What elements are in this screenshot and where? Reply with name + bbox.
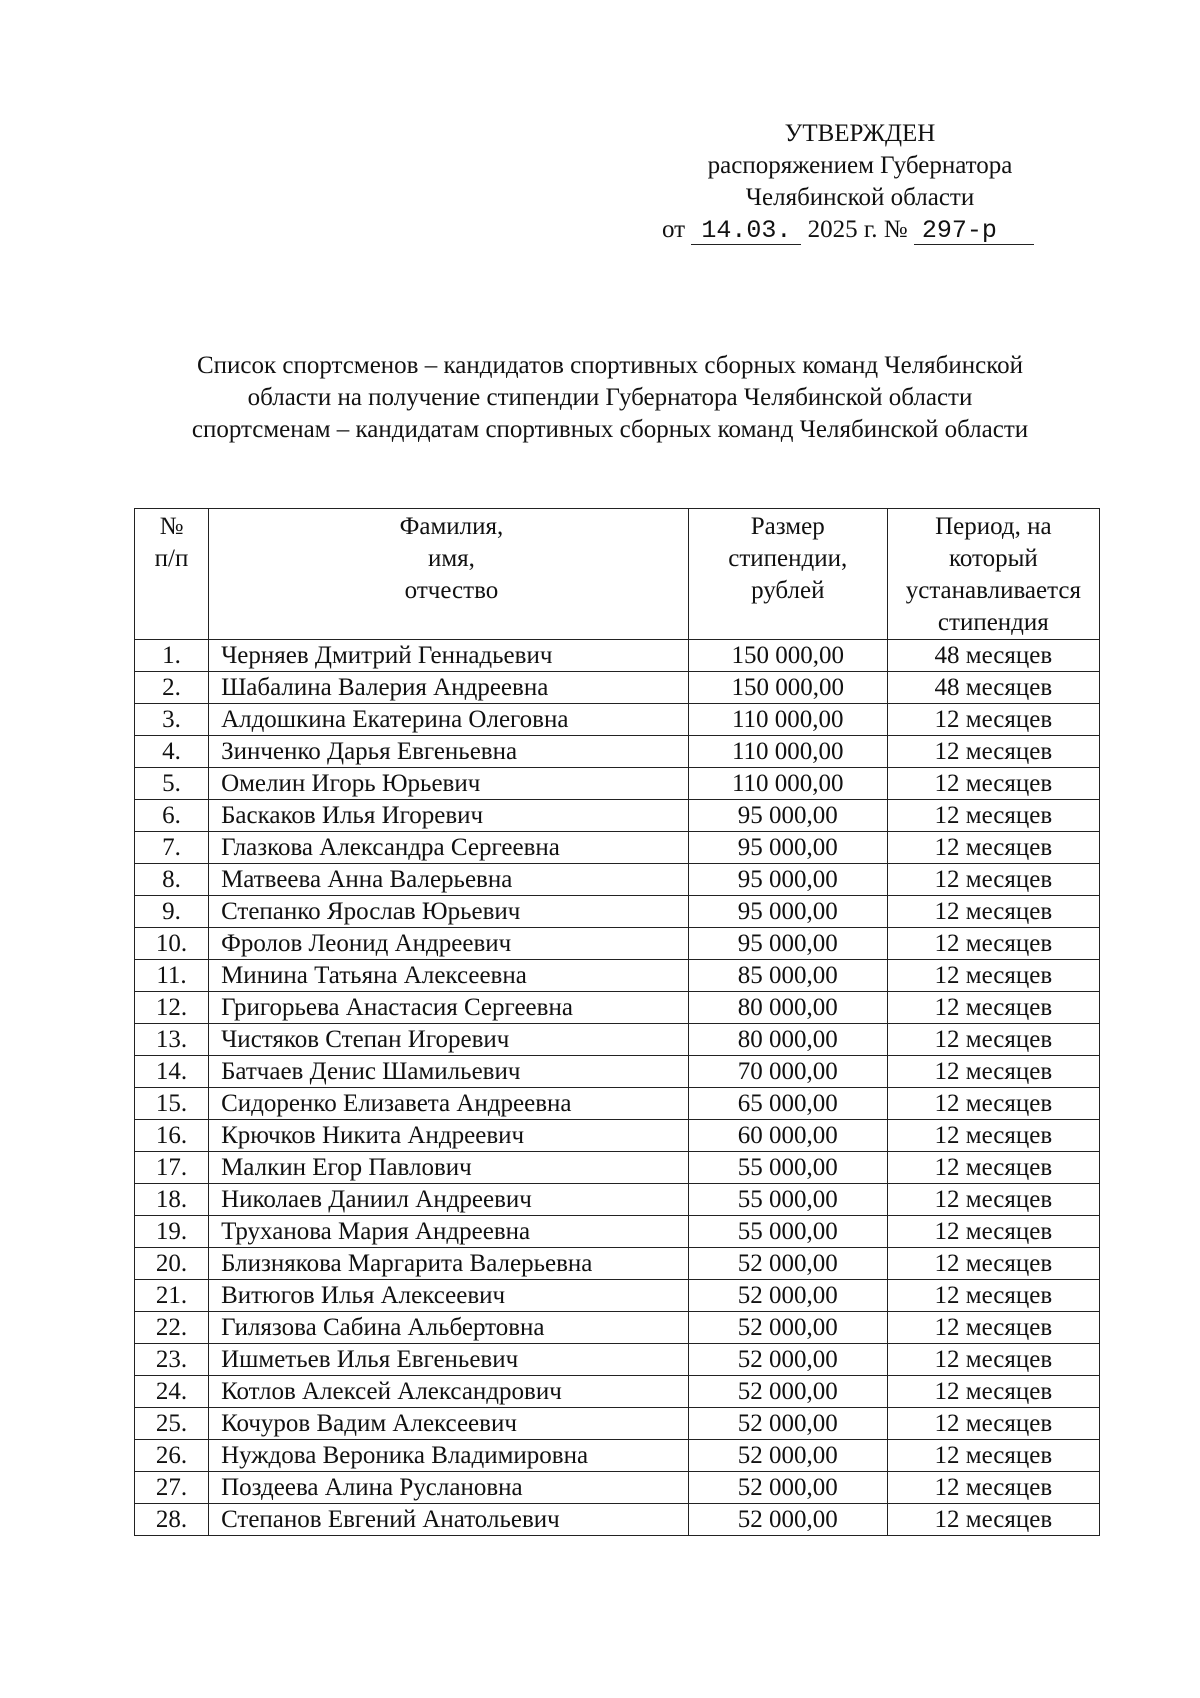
table-header-row bbox=[135, 509, 1100, 640]
row-name: Степанко Ярослав Юрьевич bbox=[209, 896, 689, 928]
row-name: Крючков Никита Андреевич bbox=[209, 1120, 689, 1152]
row-amount: 65 000,00 bbox=[688, 1088, 887, 1120]
row-name: Николаев Даниил Андреевич bbox=[209, 1184, 689, 1216]
table-row bbox=[135, 1408, 1100, 1440]
table-row bbox=[135, 1312, 1100, 1344]
row-period: 48 месяцев bbox=[887, 672, 1099, 704]
row-name: Алдошкина Екатерина Олеговна bbox=[209, 704, 689, 736]
row-amount: 80 000,00 bbox=[688, 992, 887, 1024]
row-name: Шабалина Валерия Андреевна bbox=[209, 672, 689, 704]
table-row bbox=[135, 640, 1100, 672]
row-name: Кочуров Вадим Алексеевич bbox=[209, 1408, 689, 1440]
row-period: 12 месяцев bbox=[887, 800, 1099, 832]
row-number: 10. bbox=[135, 928, 209, 960]
row-amount: 85 000,00 bbox=[688, 960, 887, 992]
row-number: 9. bbox=[135, 896, 209, 928]
row-number: 13. bbox=[135, 1024, 209, 1056]
year-suffix: 2025 г. № bbox=[807, 216, 908, 243]
row-name: Сидоренко Елизавета Андреевна bbox=[209, 1088, 689, 1120]
row-name: Витюгов Илья Алексеевич bbox=[209, 1280, 689, 1312]
row-name: Омелин Игорь Юрьевич bbox=[209, 768, 689, 800]
table-row bbox=[135, 1120, 1100, 1152]
row-number: 18. bbox=[135, 1184, 209, 1216]
row-number: 4. bbox=[135, 736, 209, 768]
row-name: Минина Татьяна Алексеевна bbox=[209, 960, 689, 992]
row-period: 12 месяцев bbox=[887, 1504, 1099, 1536]
row-name: Степанов Евгений Анатольевич bbox=[209, 1504, 689, 1536]
row-amount: 52 000,00 bbox=[688, 1312, 887, 1344]
row-period: 12 месяцев bbox=[887, 896, 1099, 928]
row-number: 21. bbox=[135, 1280, 209, 1312]
row-amount: 55 000,00 bbox=[688, 1216, 887, 1248]
table-body bbox=[135, 640, 1100, 1536]
row-amount: 52 000,00 bbox=[688, 1376, 887, 1408]
row-amount: 110 000,00 bbox=[688, 736, 887, 768]
table-row bbox=[135, 864, 1100, 896]
row-name: Котлов Алексей Александрович bbox=[209, 1376, 689, 1408]
table-row bbox=[135, 1280, 1100, 1312]
row-number: 28. bbox=[135, 1504, 209, 1536]
row-number: 20. bbox=[135, 1248, 209, 1280]
table-row bbox=[135, 704, 1100, 736]
table-row bbox=[135, 1504, 1100, 1536]
row-period: 12 месяцев bbox=[887, 1408, 1099, 1440]
approval-line-2: Челябинской области bbox=[745, 184, 975, 211]
row-number: 7. bbox=[135, 832, 209, 864]
table-row bbox=[135, 1472, 1100, 1504]
row-number: 17. bbox=[135, 1152, 209, 1184]
row-amount: 52 000,00 bbox=[688, 1504, 887, 1536]
row-amount: 95 000,00 bbox=[688, 928, 887, 960]
row-number: 2. bbox=[135, 672, 209, 704]
row-number: 23. bbox=[135, 1344, 209, 1376]
row-period: 12 месяцев bbox=[887, 992, 1099, 1024]
row-name: Батчаев Денис Шамильевич bbox=[209, 1056, 689, 1088]
row-amount: 80 000,00 bbox=[688, 1024, 887, 1056]
row-amount: 95 000,00 bbox=[688, 864, 887, 896]
row-name: Зинченко Дарья Евгеньевна bbox=[209, 736, 689, 768]
row-amount: 52 000,00 bbox=[688, 1280, 887, 1312]
row-amount: 55 000,00 bbox=[688, 1184, 887, 1216]
table-row bbox=[135, 1088, 1100, 1120]
row-name: Баскаков Илья Игоревич bbox=[209, 800, 689, 832]
table-row bbox=[135, 1440, 1100, 1472]
row-period: 12 месяцев bbox=[887, 960, 1099, 992]
row-number: 11. bbox=[135, 960, 209, 992]
row-period: 12 месяцев bbox=[887, 928, 1099, 960]
row-period: 12 месяцев bbox=[887, 1280, 1099, 1312]
scholarship-table bbox=[134, 508, 1100, 1536]
row-amount: 110 000,00 bbox=[688, 768, 887, 800]
row-amount: 110 000,00 bbox=[688, 704, 887, 736]
row-period: 12 месяцев bbox=[887, 1216, 1099, 1248]
row-amount: 95 000,00 bbox=[688, 800, 887, 832]
row-period: 12 месяцев bbox=[887, 768, 1099, 800]
table-row bbox=[135, 1056, 1100, 1088]
approval-stamp-block bbox=[640, 118, 1080, 246]
table-row bbox=[135, 736, 1100, 768]
header-name: Фамилия, имя, отчество bbox=[209, 509, 689, 640]
row-name: Ишметьев Илья Евгеньевич bbox=[209, 1344, 689, 1376]
row-amount: 52 000,00 bbox=[688, 1408, 887, 1440]
row-period: 12 месяцев bbox=[887, 1184, 1099, 1216]
table-row bbox=[135, 768, 1100, 800]
row-number: 27. bbox=[135, 1472, 209, 1504]
order-number: 297-р bbox=[914, 218, 1034, 245]
table-row bbox=[135, 992, 1100, 1024]
row-period: 12 месяцев bbox=[887, 1472, 1099, 1504]
row-number: 12. bbox=[135, 992, 209, 1024]
row-number: 26. bbox=[135, 1440, 209, 1472]
row-period: 12 месяцев bbox=[887, 704, 1099, 736]
table-row bbox=[135, 1248, 1100, 1280]
table-row bbox=[135, 832, 1100, 864]
row-name: Чистяков Степан Игоревич bbox=[209, 1024, 689, 1056]
row-name: Глазкова Александра Сергеевна bbox=[209, 832, 689, 864]
row-period: 12 месяцев bbox=[887, 736, 1099, 768]
row-number: 25. bbox=[135, 1408, 209, 1440]
document-title bbox=[120, 350, 1100, 446]
row-name: Гилязова Сабина Альбертовна bbox=[209, 1312, 689, 1344]
row-period: 12 месяцев bbox=[887, 1088, 1099, 1120]
row-period: 12 месяцев bbox=[887, 1344, 1099, 1376]
row-name: Григорьева Анастасия Сергеевна bbox=[209, 992, 689, 1024]
row-number: 14. bbox=[135, 1056, 209, 1088]
header-amount: Размер стипендии, рублей bbox=[688, 509, 887, 640]
table-row bbox=[135, 1184, 1100, 1216]
row-number: 15. bbox=[135, 1088, 209, 1120]
date-value: 14.03. bbox=[691, 218, 801, 245]
document-title-line-1: Список спортсменов – кандидатов спортивных сборных команд Челябинской bbox=[196, 352, 1024, 379]
row-name: Нуждова Вероника Владимировна bbox=[209, 1440, 689, 1472]
row-period: 12 месяцев bbox=[887, 1024, 1099, 1056]
row-number: 1. bbox=[135, 640, 209, 672]
table-row bbox=[135, 1344, 1100, 1376]
row-number: 6. bbox=[135, 800, 209, 832]
row-number: 8. bbox=[135, 864, 209, 896]
date-prefix: от bbox=[662, 216, 686, 243]
row-name: Фролов Леонид Андреевич bbox=[209, 928, 689, 960]
table-row bbox=[135, 672, 1100, 704]
row-period: 12 месяцев bbox=[887, 1152, 1099, 1184]
table-row bbox=[135, 800, 1100, 832]
row-amount: 55 000,00 bbox=[688, 1152, 887, 1184]
row-period: 12 месяцев bbox=[887, 832, 1099, 864]
header-num: № п/п bbox=[135, 509, 209, 640]
row-amount: 70 000,00 bbox=[688, 1056, 887, 1088]
row-amount: 52 000,00 bbox=[688, 1440, 887, 1472]
document-title-line-3: спортсменам – кандидатам спортивных сборных команд Челябинской области bbox=[191, 416, 1029, 443]
row-number: 3. bbox=[135, 704, 209, 736]
table-row bbox=[135, 896, 1100, 928]
table-row bbox=[135, 1152, 1100, 1184]
row-number: 19. bbox=[135, 1216, 209, 1248]
row-amount: 95 000,00 bbox=[688, 832, 887, 864]
row-number: 24. bbox=[135, 1376, 209, 1408]
row-period: 12 месяцев bbox=[887, 1248, 1099, 1280]
table-row bbox=[135, 1376, 1100, 1408]
approval-title: УТВЕРЖДЕН bbox=[784, 120, 936, 147]
approval-date-line bbox=[640, 214, 1080, 246]
approval-line-1: распоряжением Губернатора bbox=[707, 152, 1013, 179]
row-period: 48 месяцев bbox=[887, 640, 1099, 672]
row-amount: 52 000,00 bbox=[688, 1344, 887, 1376]
row-number: 16. bbox=[135, 1120, 209, 1152]
table-row bbox=[135, 1216, 1100, 1248]
document-title-line-2: области на получение стипендии Губернатора Челябинской области bbox=[247, 384, 973, 411]
row-amount: 60 000,00 bbox=[688, 1120, 887, 1152]
row-amount: 95 000,00 bbox=[688, 896, 887, 928]
row-period: 12 месяцев bbox=[887, 864, 1099, 896]
row-name: Труханова Мария Андреевна bbox=[209, 1216, 689, 1248]
row-name: Черняев Дмитрий Геннадьевич bbox=[209, 640, 689, 672]
row-number: 5. bbox=[135, 768, 209, 800]
row-amount: 52 000,00 bbox=[688, 1248, 887, 1280]
row-amount: 52 000,00 bbox=[688, 1472, 887, 1504]
row-period: 12 месяцев bbox=[887, 1056, 1099, 1088]
row-name: Малкин Егор Павлович bbox=[209, 1152, 689, 1184]
row-period: 12 месяцев bbox=[887, 1376, 1099, 1408]
table-row bbox=[135, 928, 1100, 960]
row-name: Поздеева Алина Руслановна bbox=[209, 1472, 689, 1504]
table-row bbox=[135, 1024, 1100, 1056]
table-row bbox=[135, 960, 1100, 992]
row-name: Близнякова Маргарита Валерьевна bbox=[209, 1248, 689, 1280]
header-period: Период, на который устанавливается стипендия bbox=[887, 509, 1099, 640]
row-amount: 150 000,00 bbox=[688, 672, 887, 704]
row-number: 22. bbox=[135, 1312, 209, 1344]
row-period: 12 месяцев bbox=[887, 1120, 1099, 1152]
row-amount: 150 000,00 bbox=[688, 640, 887, 672]
row-period: 12 месяцев bbox=[887, 1312, 1099, 1344]
row-name: Матвеева Анна Валерьевна bbox=[209, 864, 689, 896]
row-period: 12 месяцев bbox=[887, 1440, 1099, 1472]
